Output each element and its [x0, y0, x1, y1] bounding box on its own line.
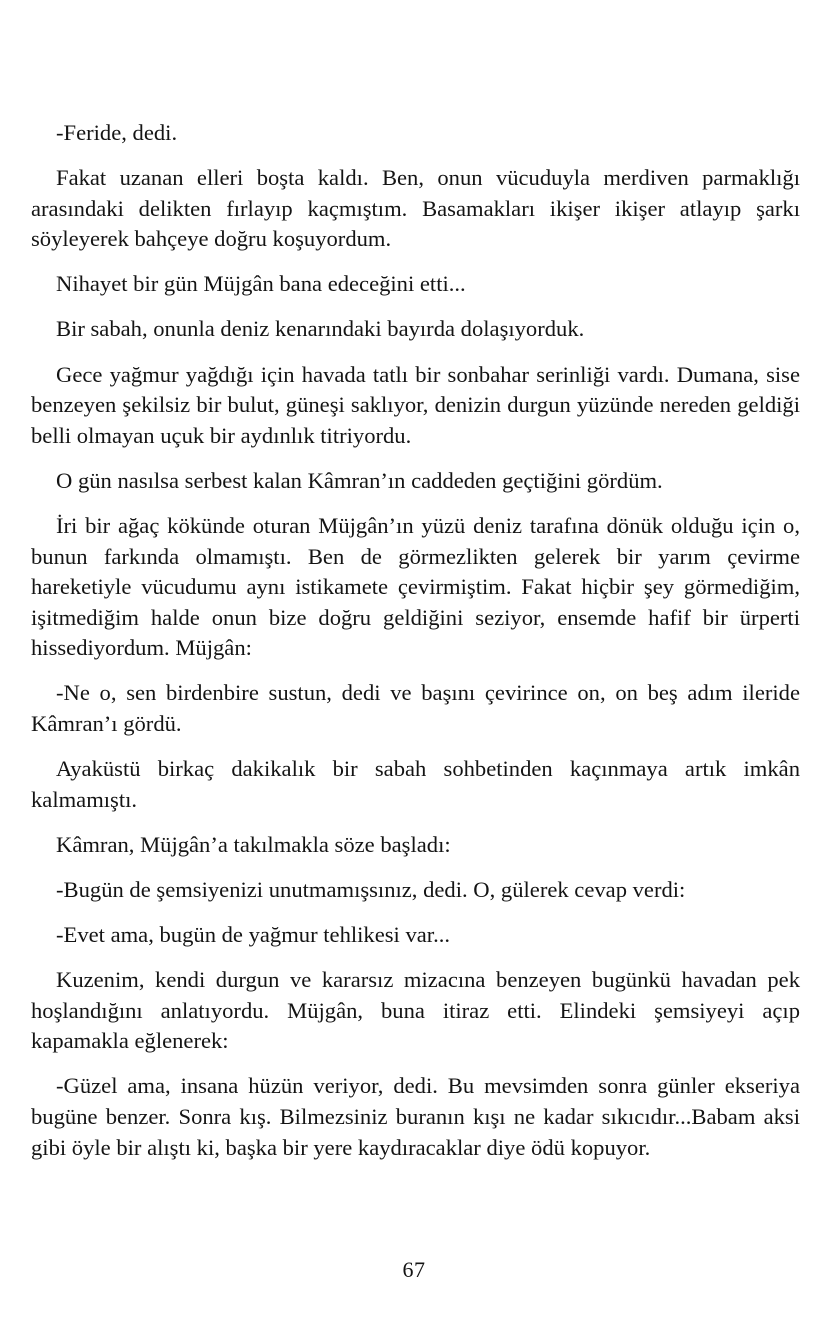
paragraph: -Güzel ama, insana hüzün veriyor, dedi. Bu mevsimden sonra günler ekseriya bugüne benzer. Sonra kış. Bilmezsiniz buranın kışı ne kadar sıkıcıdır...Babam aksi gibi öyle bir alıştı ki, başka bir yere kaydıracaklar diye ödü kopuyor. [31, 1073, 800, 1160]
paragraph: O gün nasılsa serbest kalan Kâmran’ın caddeden geçtiğini gördüm. [56, 467, 663, 493]
page-number: 67 [402, 1257, 426, 1282]
paragraph: -Feride, dedi. [56, 120, 178, 145]
paragraph: Ayaküstü birkaç dakikalık bir sabah sohbetinden kaçınmaya artık imkân kalmamıştı. [31, 756, 800, 812]
paragraph: Gece yağmur yağdığı için havada tatlı bir sonbahar serinliği vardı. Dumana, sise benzeyen şekilsiz bir bulut, güneşi saklıyor, denizin durgun yüzünde nereden geldiği belli olmayan uçuk bir aydınlık titriyordu. [31, 361, 800, 448]
paragraph: -Evet ama, bugün de yağmur tehlikesi var... [56, 921, 451, 947]
paragraph: -Ne o, sen birdenbire sustun, dedi ve başını çevirince on, on beş adım ileride Kâmran’ı gördü. [31, 680, 800, 736]
paragraph: Fakat uzanan elleri boşta kaldı. Ben, onun vücuduyla merdiven parmaklığı arasındaki delikten fırlayıp kaçmıştım. Basamakları ikişer ikişer atlayıp şarkı söyleyerek bahçeye doğru koşuyordum. [31, 165, 800, 252]
paragraph: -Bugün de şemsiyenizi unutmamışsınız, dedi. O, gülerek cevap verdi: [56, 876, 686, 902]
paragraph: Nihayet bir gün Müjgân bana edeceğini etti... [56, 271, 466, 297]
paragraph: Bir sabah, onunla deniz kenarındaki bayırda dolaşıyorduk. [56, 316, 585, 342]
paragraph: Kâmran, Müjgân’a takılmakla söze başladı: [56, 831, 451, 857]
page-body [31, 118, 800, 1178]
paragraph: Kuzenim, kendi durgun ve kararsız mizacına benzeyen bugünkü havadan pek hoşlandığını anlatıyordu. Müjgân, buna itiraz etti. Elindeki şemsiyeyi açıp kapamakla eğlenerek: [31, 967, 800, 1054]
paragraph: İri bir ağaç kökünde oturan Müjgân’ın yüzü deniz tarafına dönük olduğu için o, bunun farkında olmamıştı. Ben de görmezlikten gelerek bir yarım çevirme hareketiyle vücudumu aynı istikamete çevirmiştim. Fakat hiçbir şey görmediğim, işitmediğim halde onun bize doğru geldiğini seziyor, ensemde hafif bir ürperti hissediyordum. Müjgân: [31, 512, 800, 661]
